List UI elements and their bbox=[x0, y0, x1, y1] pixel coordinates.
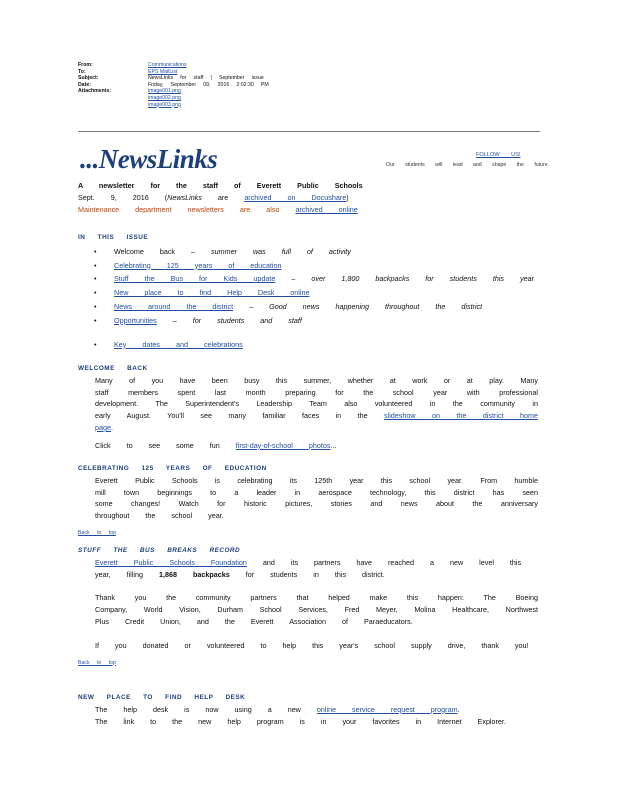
date-value: Friday, September 09, 2016 2:02:30 PM bbox=[148, 81, 269, 88]
section-title: WELCOME BACK bbox=[78, 365, 148, 372]
foundation-link[interactable]: Everett Public Schools Foundation bbox=[95, 557, 247, 567]
service-request-link[interactable]: online service request program bbox=[316, 704, 458, 714]
maintenance-archive-link[interactable]: archived online bbox=[295, 204, 358, 214]
attachment-link[interactable]: image003.png bbox=[148, 101, 181, 108]
to-label: To: bbox=[78, 68, 86, 75]
issue-list bbox=[78, 245, 534, 352]
back-to-top-link[interactable]: Back to top bbox=[78, 659, 116, 666]
section-title: IN THIS ISSUE bbox=[78, 234, 149, 241]
attachment-link[interactable]: image002.png bbox=[148, 94, 181, 101]
back-to-top-link[interactable]: Back to top bbox=[78, 529, 116, 536]
slideshow-link[interactable]: slideshow on the district home page bbox=[95, 411, 538, 432]
photos-link[interactable]: first-day-of-school photos bbox=[235, 440, 331, 450]
help-desk-section bbox=[78, 692, 538, 727]
paragraph: If you donated or volunteered to help this year's school supply drive, thank you! bbox=[95, 640, 529, 650]
subject-value: NewsLinks for staff | September issue bbox=[148, 75, 264, 82]
maintenance-line: Maintenance department newsletters are also archived online bbox=[78, 204, 358, 214]
list-item: • Welcome back – summer was full of activity bbox=[78, 245, 534, 259]
archive-line: Sept. 9, 2016 (NewsLinks are archived on Docushare) bbox=[78, 192, 349, 202]
list-item[interactable]: • News around the district – Good news happening throughout the district bbox=[78, 300, 534, 314]
section-title: NEW PLACE TO FIND HELP DESK bbox=[78, 694, 246, 701]
paragraph: Everett Public Schools Foundation and its partners have reached a new level this year, filling 1,868 backpacks for students in this district. bbox=[95, 557, 522, 579]
tagline: Our students will lead and shape the future. bbox=[386, 162, 550, 168]
in-this-issue-section bbox=[78, 231, 534, 351]
list-item[interactable]: • Opportunities – for students and staff bbox=[78, 314, 534, 328]
paragraph: The link to the new help program is in your favorites in Internet Explorer. bbox=[95, 716, 506, 726]
date-label: Date: bbox=[78, 81, 91, 88]
list-item[interactable]: • Celebrating 125 years of education bbox=[78, 259, 534, 273]
email-header bbox=[78, 62, 269, 108]
attachment-link[interactable]: image001.png bbox=[148, 88, 181, 95]
welcome-section bbox=[78, 363, 538, 452]
paragraph: Many of you have been busy this summer, whether at work or at play. Many staff members spent last month preparing for the school year with professional development. The Superintendent's Leadership Team also volunteered in the community in early August. You'll see many familiar faces in the slideshow on the district home page. bbox=[95, 375, 538, 432]
list-item[interactable]: • Key dates and celebrations bbox=[78, 338, 534, 352]
to-value[interactable]: EPS MailList bbox=[148, 68, 178, 75]
stuff-the-bus-section bbox=[78, 545, 538, 669]
paragraph: Everett Public Schools is celebrating its 125th year this school year. From humble mill town beginnings to a leader in aerospace technology, this district has seen some changes! Watch for historic pictures, stories and news about the anniversary throughout the school year. bbox=[95, 475, 538, 521]
list-item[interactable]: • New place to find Help Desk online bbox=[78, 286, 534, 300]
from-label: From: bbox=[78, 62, 93, 68]
from-value[interactable]: Communications bbox=[148, 62, 187, 68]
subject-label: Subject: bbox=[78, 75, 99, 82]
section-title: STUFF THE BUS BREAKS RECORD bbox=[78, 547, 241, 554]
list-item[interactable]: • Stuff the Bus for Kids update – over 1,800 backpacks for students this year bbox=[78, 272, 534, 286]
header-divider bbox=[78, 131, 540, 132]
attachments-label: Attachments: bbox=[78, 88, 112, 95]
intro-line: A newsletter for the staff of Everett Public Schools bbox=[78, 181, 363, 190]
intro-section bbox=[78, 180, 363, 215]
newsletter-masthead: ...NewsLinks bbox=[80, 144, 218, 174]
follow-us-link[interactable]: FOLLOW US! bbox=[476, 152, 521, 158]
paragraph: Thank you the community partners that helped make this happen: The Boeing Company, World Vision, Durham School Services, Fred Meyer, Molina Healthcare, Northwest Plus Credit Union, and the Everett Association of Paraeducators. bbox=[95, 593, 538, 626]
celebrating-section bbox=[78, 463, 538, 540]
docushare-archive-link[interactable]: archived on Docushare bbox=[244, 192, 347, 202]
section-title: CELEBRATING 125 YEARS OF EDUCATION bbox=[78, 465, 267, 472]
paragraph: Click to see some fun first-day-of-school photos... bbox=[95, 440, 337, 450]
paragraph: The help desk is now using a new online service request program. bbox=[95, 704, 460, 714]
